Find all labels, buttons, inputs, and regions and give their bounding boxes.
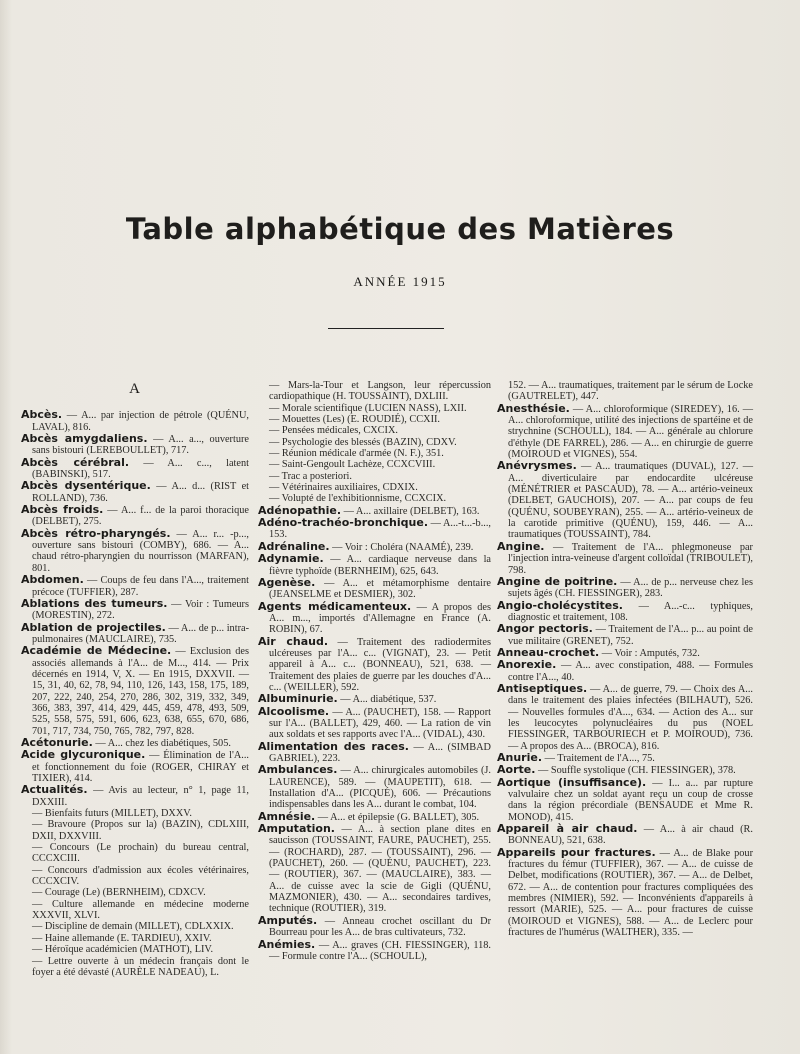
index-entry bbox=[21, 933, 249, 944]
index-entry bbox=[497, 847, 753, 939]
entry-headword: Anévrysmes. bbox=[497, 459, 577, 473]
entry-text: — A... graves (CH. FIESSINGER), 118. — Formule contre l'A... (SCHOULL), bbox=[269, 939, 491, 962]
entry-text: — A... chirurgicales automobiles (J. LAURENCE), 589. — (MAUPETIT), 618. — Installation d'A... (PICQUÉ), 606. — Précautions indispensables dans les A... durant le combat, 104. bbox=[269, 765, 491, 811]
section-letter: A bbox=[129, 381, 141, 397]
entry-headword: Acétonurie. bbox=[21, 735, 93, 749]
entry-text: — A... et métamorphisme dentaire (JEANSELME et DESMIER), 302. bbox=[269, 577, 491, 601]
entry-headword: Aorte. bbox=[497, 763, 536, 777]
index-entry bbox=[258, 459, 491, 470]
entry-text: — Exclusion des associés allemands à l'A... de M..., 414. — Prix décernés en 1914, V, X. — En 1915, DXXVII. — 15, 31, 40, 62, 78, 94, 110, 126, 143, 158, 175, 189, 207, 222, 240, 254, 270, 286, 302, 319, 332, 349, 366, 383, 397, 414, 429, 445, 459, 478, 493, 509, 525, 558, 575, 591, 606, 623, 638, 655, 670, 686, 701, 717, 734, 750, 765, 782, 797, 828. bbox=[32, 646, 249, 737]
entry-headword: Aortique (insuffisance). bbox=[497, 775, 647, 789]
entry-text: — Culture allemande en médecine moderne XXXVII, XLVI. bbox=[32, 898, 249, 922]
entry-text: 152. — A... traumatiques, traitement par le sérum de Locke (GAUTRELET), 447. bbox=[508, 380, 753, 403]
index-entry bbox=[258, 577, 491, 601]
entry-text: — Saint-Gengoult Lachèze, CCXCVIII. bbox=[269, 459, 436, 471]
index-entry bbox=[21, 433, 249, 457]
entry-headword: Acide glycuronique. bbox=[21, 748, 146, 762]
index-column-3 bbox=[497, 380, 753, 939]
entry-text: — Voir : Tumeurs (MORESTIN), 272. bbox=[32, 598, 249, 622]
index-entry bbox=[258, 636, 491, 694]
entry-text: — A...-t...-b..., 153. bbox=[269, 518, 491, 541]
index-entry bbox=[258, 939, 491, 963]
entry-text: — Voir : Choléra (NAAMÉ), 239. bbox=[329, 541, 474, 553]
title-rule bbox=[328, 328, 444, 329]
entry-text: — A... de p... nerveuse chez les sujets âgés (CH. FIESSINGER), 283. bbox=[508, 576, 753, 600]
index-entry bbox=[21, 457, 249, 481]
entry-headword: Actualités. bbox=[21, 783, 88, 797]
index-entry bbox=[21, 819, 249, 842]
index-entry bbox=[497, 600, 753, 624]
index-entry bbox=[21, 749, 249, 784]
entry-text: — Mouettes (Les) (E. ROUDIÉ), CCXII. bbox=[269, 414, 441, 426]
entry-text: — I... a... par rupture valvulaire chez un soldat ayant reçu un coup de crosse dans la région précordiale (BENSAUDE et Mme R. MONOD), 415. bbox=[508, 777, 753, 823]
index-entry bbox=[258, 741, 491, 765]
index-entry bbox=[21, 808, 249, 819]
column-entries bbox=[21, 409, 249, 978]
entry-text: — A... à air chaud (R. BONNEAU), 521, 638. bbox=[508, 824, 753, 847]
entry-text: — A... (PAUCHET), 158. — Rapport sur l'A... (BALLET), 429, 460. — La ration de vin aux soldats et ses rapports avec l'A... (VIDAL), 430. bbox=[269, 706, 491, 741]
entry-text: — Concours d'admission aux écoles vétérinaires, CCCXCIV. bbox=[32, 864, 249, 888]
entry-text: — Avis au lecteur, n° 1, page 11, DXXIII. bbox=[32, 785, 249, 808]
index-entry bbox=[258, 425, 491, 436]
index-entry bbox=[258, 553, 491, 577]
entry-headword: Abcès rétro-pharyngés. bbox=[21, 526, 171, 540]
year-heading: ANNÉE 1915 bbox=[353, 274, 447, 289]
index-entry bbox=[497, 576, 753, 600]
entry-headword: Angio-cholécystites. bbox=[497, 598, 623, 612]
entry-text: — A... chez les diabétiques, 505. bbox=[92, 737, 231, 749]
entry-headword: Adéno-trachéo-bronchique. bbox=[258, 516, 428, 530]
index-entry bbox=[258, 380, 491, 403]
index-entry bbox=[21, 598, 249, 622]
entry-text: — A... diabétique, 537. bbox=[337, 694, 437, 706]
entry-headword: Ambulances. bbox=[258, 763, 338, 777]
entry-headword: Ablation de projectiles. bbox=[21, 620, 166, 634]
entry-headword: Adénopathie. bbox=[258, 503, 342, 517]
entry-text: — A... axillaire (DELBET), 163. bbox=[341, 505, 480, 517]
index-entry bbox=[21, 409, 249, 433]
entry-text: — A... r... -p..., ouverture sans bistouri (COMBY), 686. — A... chaud rétro-pharyngien du nourrisson (MARFAN), 801. bbox=[32, 528, 249, 574]
entry-headword: Abcès cérébral. bbox=[21, 455, 130, 469]
entry-text: — Concours (Le prochain) du bureau central, CCCXCIII. bbox=[32, 842, 249, 865]
entry-text: — Élimination de l'A... et fonctionnement du foie (ROGER, CHIRAY et TIXIER), 414. bbox=[32, 750, 250, 784]
entry-text: — A... de guerre, 79. — Choix des A... dans le traitement des plaies infectées (BILHAUT), 526. — Nouvelles formules d'A..., 634. — Action des A... sur les leucocytes polynucléaires du pus (NOEL FIESSINGER, TARBOURIECH et P. MOIROUD), 736. — A propos des A... (BROCA), 816. bbox=[508, 683, 753, 752]
index-entry bbox=[258, 823, 491, 915]
index-entry bbox=[21, 784, 249, 808]
entry-text: — Traitement de l'A... p... au point de vue militaire (GRENET), 752. bbox=[508, 624, 753, 647]
entry-text: — Héroïque académicien (MATHOT), LIV. bbox=[32, 944, 214, 956]
entry-text: — A... c..., latent (BABINSKI), 517. bbox=[32, 457, 249, 481]
index-entry bbox=[258, 471, 491, 482]
entry-headword: Agenèse. bbox=[258, 575, 316, 589]
entry-headword: Agents médicamenteux. bbox=[258, 599, 412, 613]
entry-text: — Psychologie des blessés (BAZIN), CDXV. bbox=[269, 436, 457, 448]
entry-text: — Pensées médicales, CXCIX. bbox=[269, 425, 398, 437]
entry-text: — A... avec constipation, 488. — Formules contre l'A..., 40. bbox=[508, 660, 753, 683]
entry-text: — Traitement de l'A... phlegmoneuse par l'injection intra-veineuse d'argent colloïdal (TRIBOULET), 798. bbox=[508, 541, 753, 576]
entry-headword: Angor pectoris. bbox=[497, 622, 593, 636]
entry-text: — Traitement des radiodermites ulcéreuses par l'A... c... (VIGNAT), 23. — Petit appareil à A... c... (BONNEAU), 521, 638. — Traitement des plaies de guerre par les douches d'A... c... (WEILLER), 592. bbox=[269, 636, 491, 693]
entry-text: — A... cardiaque nerveuse dans la fièvre typhoïde (BERNHEIM), 625, 643. bbox=[269, 554, 491, 577]
entry-headword: Anurie. bbox=[497, 751, 543, 764]
index-entry bbox=[21, 944, 249, 955]
index-entry bbox=[21, 887, 249, 898]
entry-headword: Appareil à air chaud. bbox=[497, 822, 638, 836]
entry-text: — A... de p... intra-pulmonaires (MAUCLAIRE), 735. bbox=[32, 622, 249, 645]
entry-headword: Amputation. bbox=[258, 822, 335, 836]
entry-headword: Abcès. bbox=[21, 408, 63, 422]
entry-text: — Lettre ouverte à un médecin français dont le foyer a été dévasté (AURÈLE NADEAU), L. bbox=[32, 955, 249, 978]
entry-text: — A... a..., ouverture sans bistouri (LEREBOULLET), 717. bbox=[32, 434, 249, 457]
entry-text: — A... de Blake pour fractures du fémur (TUFFIER), 367. — A... de cuisse de Delbet, modifications (ROUTIER), 367. — A... de Delbet, 672. — A... de contention pour fractures compliquées des membres (NIMIER), 592. — Inconvénients d'appareils à ressort (MARIE), 525. — A... pour fractures de cuisse (MOIROUD et VIGNES), 588. — A... de Leclerc pour fractures de l'humérus (WALTHER), 335. — bbox=[508, 847, 754, 939]
entry-text: — Bravoure (Propos sur la) (BAZIN), CDLXIII, DXII, DXXVIII. bbox=[32, 819, 249, 842]
entry-text: — Vétérinaires auxiliaires, CDXIX. bbox=[269, 482, 418, 494]
entry-headword: Abcès amygdaliens. bbox=[21, 432, 148, 446]
entry-text: — A... traumatiques (DUVAL), 127. — A... diverticulaire par endocardite ulcéreuse (MÉNÉTRIER et PASCAUD), 78. — A... artério-veineux (DELBET, GAUCHOIS), 207. — A... par coups de feu (QUÉNU, SOUBEYRAN), 255. — A... artério-veineux de la carotide primitive (QUÉNU), 159, 446. — A... traumatiques (TOUSSAINT), 784. bbox=[508, 461, 753, 541]
entry-headword: Alcoolisme. bbox=[258, 704, 330, 718]
entry-headword: Ablations des tumeurs. bbox=[21, 596, 168, 610]
entry-headword: Abcès froids. bbox=[21, 503, 104, 517]
entry-headword: Anneau-crochet. bbox=[497, 645, 600, 659]
entry-text: — A... par injection de pétrole (QUÉNU, LAVAL), 816. bbox=[32, 410, 249, 433]
index-entry bbox=[258, 403, 491, 414]
entry-text: — A... chloroformique (SIREDEY), 16. — A... chloroformique, utilité des injections de spartéine et de strychnine (SCHOULL), 184. — A... générale au chlorure d'éthyle (DE FARREL), 286. — A... en chirurgie de guerre (MOIROUD et VIGNES), 554. bbox=[508, 403, 753, 461]
index-entry bbox=[258, 915, 491, 939]
index-entry bbox=[258, 517, 491, 541]
entry-text: — A... (SIMBAD GABRIEL), 223. bbox=[269, 741, 491, 764]
entry-headword: Air chaud. bbox=[258, 634, 329, 648]
entry-text: — A... d... (RIST et ROLLAND), 736. bbox=[32, 481, 249, 504]
index-entry bbox=[21, 645, 249, 737]
index-entry bbox=[497, 777, 753, 823]
entry-text: — Morale scientifique (LUCIEN NASS), LXII. bbox=[269, 402, 467, 414]
entry-text: — Coups de feu dans l'A..., traitement précoce (TUFFIER), 287. bbox=[32, 575, 249, 598]
entry-text: — Voir : Amputés, 732. bbox=[599, 647, 700, 659]
index-entry bbox=[497, 541, 753, 576]
entry-text: — Anneau crochet oscillant du Dr Bourreau pour les A... de bras cultivateurs, 732. bbox=[269, 915, 491, 939]
entry-text: — Traitement de l'A..., 75. bbox=[542, 753, 655, 764]
entry-text: — Souffle systolique (CH. FIESSINGER), 378. bbox=[535, 765, 736, 777]
entry-text: — Réunion médicale d'armée (N. F.), 351. bbox=[269, 448, 444, 460]
entry-text: — Mars-la-Tour et Langson, leur répercussion cardiopathique (H. TOUSSAINT), DXLIII. bbox=[269, 380, 491, 403]
entry-headword: Académie de Médecine. bbox=[21, 644, 172, 658]
entry-headword: Antiseptiques. bbox=[497, 681, 588, 695]
index-entry bbox=[497, 659, 753, 683]
index-entry bbox=[497, 683, 753, 752]
entry-headword: Amnésie. bbox=[258, 809, 316, 823]
entry-headword: Angine de poitrine. bbox=[497, 574, 618, 588]
entry-headword: Adrénaline. bbox=[258, 539, 330, 553]
index-entry bbox=[21, 842, 249, 865]
entry-headword: Albuminurie. bbox=[258, 692, 338, 706]
index-entry bbox=[21, 622, 249, 646]
index-entry bbox=[258, 706, 491, 741]
entry-headword: Adynamie. bbox=[258, 552, 324, 566]
entry-headword: Amputés. bbox=[258, 913, 318, 927]
index-entry bbox=[21, 480, 249, 504]
page-title: Table alphabétique des Matières bbox=[125, 212, 675, 246]
index-entry bbox=[497, 823, 753, 847]
entry-headword: Abcès dysentérique. bbox=[21, 479, 151, 493]
entry-headword: Anorexie. bbox=[497, 658, 557, 672]
entry-text: — Haine allemande (E. TARDIEU), XXIV. bbox=[32, 932, 212, 944]
index-entry bbox=[21, 528, 249, 574]
index-entry bbox=[258, 482, 491, 493]
index-column-2 bbox=[258, 380, 491, 962]
index-entry bbox=[497, 403, 753, 461]
index-entry bbox=[21, 574, 249, 598]
index-entry bbox=[258, 448, 491, 459]
entry-text: — A...-c... typhiques, diagnostic et traitement, 108. bbox=[508, 600, 753, 623]
entry-text: — Courage (Le) (BERNHEIM), CDXCV. bbox=[32, 887, 206, 899]
index-entry bbox=[258, 414, 491, 425]
entry-headword: Anémies. bbox=[258, 937, 316, 951]
entry-text: — A propos des A... m..., importés d'Allemagne en France (A. ROBIN), 67. bbox=[269, 601, 492, 636]
entry-text: — Trac a posteriori. bbox=[269, 470, 352, 482]
index-entry bbox=[258, 601, 491, 636]
index-entry bbox=[497, 380, 753, 403]
entry-text: — A... à section plane dites en saucisson (TOUSSAINT, FAURE, PAUCHET), 255. — (ROCHARD), 287. — (TOUSSAINT), 296. — (PAUCHET), 260. — (QUÉNU, PAUCHET), 223. — (ROUTIER), 367. — (MAUCLAIRE), 383. — A... de cuisse avec la scie de Gigli (QUÉNU, MAZMONIER), 430. — A... secondaires tardives, technique (ROUTIER), 319. bbox=[269, 824, 491, 915]
index-entry bbox=[21, 504, 249, 528]
entry-text: — Volupté de l'exhibitionnisme, CCXCIX. bbox=[269, 493, 447, 505]
entry-headword: Angine. bbox=[497, 539, 545, 553]
entry-text: — Discipline de demain (MILLET), CDLXXIX. bbox=[32, 921, 234, 933]
column-entries bbox=[258, 380, 491, 962]
index-entry bbox=[21, 899, 249, 922]
entry-headword: Anesthésie. bbox=[497, 401, 570, 415]
entry-headword: Alimentation des races. bbox=[258, 739, 409, 753]
index-entry bbox=[21, 921, 249, 932]
index-entry bbox=[497, 460, 753, 540]
column-entries bbox=[497, 380, 753, 939]
index-entry bbox=[497, 623, 753, 647]
index-entry bbox=[21, 956, 249, 979]
entry-headword: Appareils pour fractures. bbox=[497, 845, 656, 859]
entry-text: — Bienfaits futurs (MILLET), DXXV. bbox=[32, 808, 192, 820]
index-entry bbox=[21, 865, 249, 888]
index-entry bbox=[258, 764, 491, 810]
index-entry bbox=[258, 437, 491, 448]
entry-headword: Abdomen. bbox=[21, 573, 84, 587]
entry-text: — A... et épilepsie (G. BALLET), 305. bbox=[315, 811, 480, 823]
index-column-1 bbox=[21, 376, 249, 978]
entry-text: — A... f... de la paroi thoracique (DELBET), 275. bbox=[32, 505, 249, 528]
